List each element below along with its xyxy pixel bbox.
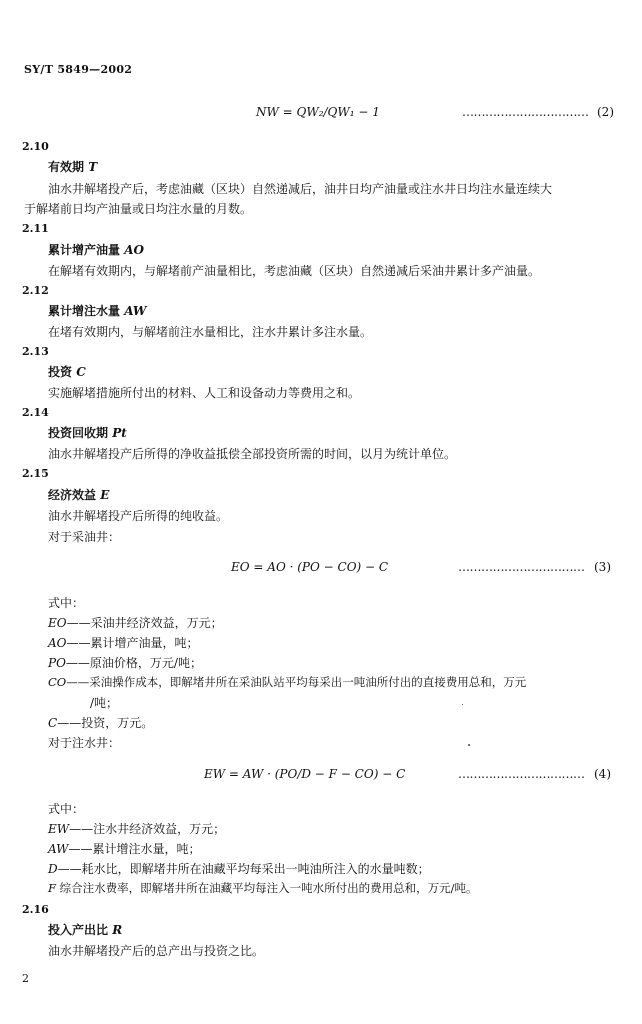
- variable-definition: [48, 614, 223, 631]
- definition-text: 对于采油井：: [48, 530, 121, 544]
- formula-2: NW = QW₂/QW₁ − 1: [256, 105, 380, 119]
- term-heading: [48, 363, 86, 380]
- term-heading: [48, 158, 97, 175]
- term-symbol: AW: [124, 304, 147, 318]
- variable-definition: [48, 654, 202, 671]
- variable-symbol: EW: [48, 822, 70, 836]
- term-label: 累计增产油量: [48, 243, 121, 257]
- variable-description: ——累计增产油量，吨；: [66, 636, 199, 650]
- formula-4: EW = AW · (PO/D − F − CO) − C: [204, 767, 406, 781]
- term-label: 投资: [48, 365, 73, 379]
- term-symbol: AO: [124, 243, 144, 257]
- definition-text: 在堵有效期内，与解堵前注水量相比，注水井累计多注水量。: [48, 325, 373, 339]
- term-symbol: R: [112, 923, 123, 937]
- term-symbol: Pt: [112, 426, 127, 440]
- formula-3: EO = AO · (PO − CO) − C: [231, 560, 389, 574]
- scan-speck: [468, 744, 470, 746]
- variable-description: ——采油井经济效益，万元；: [66, 616, 223, 630]
- standard-header: SY/T 5849—2002: [24, 63, 133, 76]
- term-label: 投资回收期: [48, 426, 109, 440]
- variable-symbol: D: [48, 862, 58, 876]
- variable-description: ——原油价格，万元/吨；: [65, 656, 202, 670]
- variable-description: ——耗水比，即解堵井所在油藏平均每采出一吨油所注入的水量吨数；: [57, 862, 430, 876]
- variable-definition: [48, 820, 225, 837]
- variable-description: ——投资，万元。: [57, 716, 154, 730]
- term-heading: [48, 302, 146, 319]
- formula-3-leader: ……………………………: [458, 560, 585, 574]
- variable-symbol: AW: [48, 842, 69, 856]
- definition-text: 于解堵前日均产油量或日均注水量的月数。: [24, 202, 253, 216]
- variable-symbol: EO: [48, 616, 67, 630]
- definition-text: 实施解堵措施所付出的材料、人工和设备动力等费用之和。: [48, 386, 361, 400]
- section-number: 2.14: [22, 406, 49, 419]
- where-label: 式中：: [48, 802, 85, 816]
- variable-symbol: PO: [48, 656, 66, 670]
- section-number: 2.11: [22, 222, 49, 235]
- definition-text: 油水井解堵投产后，考虑油藏（区块）自然递减后，油井日均产油量或注水井日均注水量连续大: [48, 182, 553, 196]
- variable-symbol: F: [48, 881, 56, 895]
- variable-description: ——累计增注水量，吨；: [68, 842, 201, 856]
- variable-definition: [48, 634, 199, 651]
- variable-description-continued: /吨；: [90, 696, 119, 710]
- definition-text: 油水井解堵投产后所得的纯收益。: [48, 509, 229, 523]
- variable-description: ——采油操作成本，即解堵井所在采油队站平均每采出一吨油所付出的直接费用总和，万元: [66, 675, 527, 689]
- term-heading: [48, 486, 109, 503]
- term-heading: [48, 921, 122, 938]
- variable-symbol: AO: [48, 636, 67, 650]
- variable-symbol: C: [48, 716, 58, 730]
- scan-speck: [462, 704, 463, 705]
- variable-description: 综合注水费率，即解堵井所在油藏平均每注入一吨水所付出的费用总和，万元/吨。: [55, 881, 478, 895]
- term-heading: [48, 424, 127, 441]
- term-label: 经济效益: [48, 488, 97, 502]
- variable-symbol: CO: [48, 675, 67, 689]
- where-label: 式中：: [48, 596, 85, 610]
- term-symbol: C: [76, 365, 86, 379]
- variable-definition: [48, 674, 526, 690]
- term-label: 累计增注水量: [48, 304, 121, 318]
- variable-definition: [48, 880, 478, 896]
- term-symbol: T: [88, 160, 98, 174]
- formula-2-number: (2): [597, 105, 614, 119]
- definition-text: 油水井解堵投产后的总产出与投资之比。: [48, 944, 265, 958]
- formula-2-leader: ……………………………: [462, 105, 589, 119]
- definition-text: 油水井解堵投产后所得的净收益抵偿全部投资所需的时间，以月为统计单位。: [48, 447, 457, 461]
- page-number: 2: [22, 972, 29, 985]
- term-label: 有效期: [48, 160, 85, 174]
- section-number: 2.13: [22, 345, 49, 358]
- section-number: 2.10: [22, 140, 49, 153]
- variable-definition: [48, 840, 201, 857]
- section-number: 2.12: [22, 284, 49, 297]
- variable-description: ——注水井经济效益，万元；: [69, 822, 226, 836]
- term-symbol: E: [100, 488, 110, 502]
- variable-definition: [48, 860, 430, 877]
- formula-4-leader: ……………………………: [458, 767, 585, 781]
- term-heading: [48, 241, 144, 258]
- definition-text: 对于注水井：: [48, 736, 121, 750]
- definition-text: 在解堵有效期内，与解堵前产油量相比，考虑油藏（区块）自然递减后采油井累计多产油量。: [48, 264, 541, 278]
- section-number: 2.15: [22, 467, 49, 480]
- formula-3-number: (3): [594, 560, 611, 574]
- section-number: 2.16: [22, 903, 49, 916]
- formula-4-number: (4): [594, 767, 611, 781]
- term-label: 投入产出比: [48, 923, 109, 937]
- variable-definition: [48, 714, 153, 731]
